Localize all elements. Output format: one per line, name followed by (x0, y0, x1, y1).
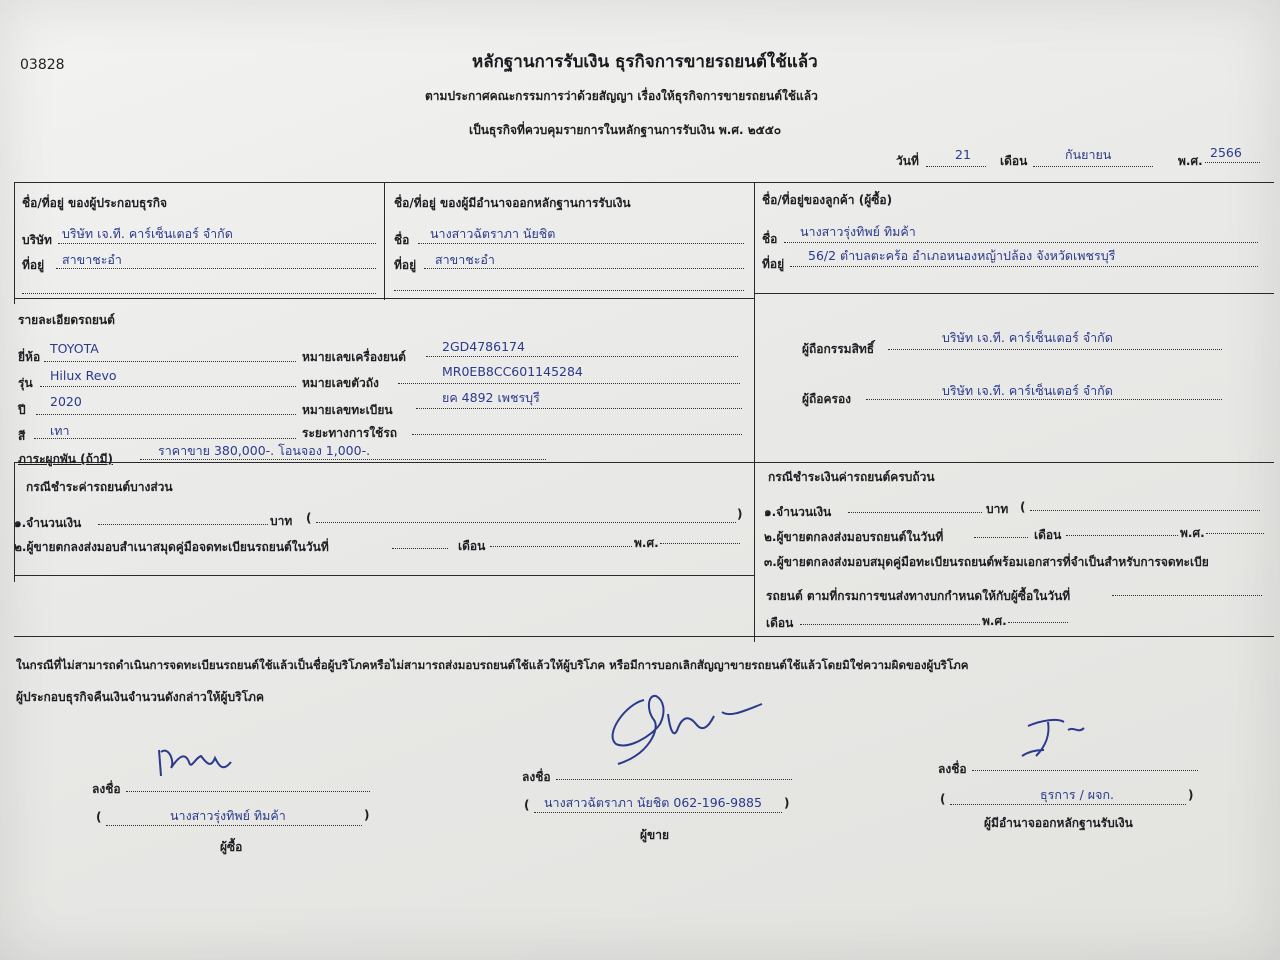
car-engine-label: หมายเลขเครื่องยนต์ (302, 350, 406, 364)
full-heading: กรณีชำระเงินค่ารถยนต์ครบถ้วน (768, 470, 935, 484)
date-year-label: พ.ศ. (1178, 154, 1203, 168)
full-document-line-2: รถยนต์ ตามที่กรมการขนส่งทางบกกำหนดให้กับผู้ซื้อในวันที่ (766, 589, 1071, 603)
possessor-value: บริษัท เจ.ที. คาร์เซ็นเตอร์ จำกัด (942, 383, 1113, 398)
car-obligation-value: ราคาขาย 380,000-. โอนจอง 1,000-. (158, 443, 371, 458)
refund-clause-2: ผู้ประกอบธุรกิจคืนเงินจำนวนดังกล่าวให้ผู้บริโภค (16, 690, 264, 704)
partial-heading: กรณีชำระค่ารถยนต์บางส่วน (26, 480, 173, 494)
issuer-address-label: ที่อยู่ (394, 258, 417, 272)
buyer-address-value: 56/2 ตำบลตะคร้อ อำเภอหนองหญ้าปล้อง จังหวัดเพชรบุรี (808, 248, 1116, 263)
car-chassis-label: หมายเลขตัวถัง (302, 376, 379, 390)
date-day-label: วันที่ (896, 154, 919, 168)
header-line-3: เป็นธุรกิจที่ควบคุมรายการในหลักฐานการรับเงิน พ.ศ. ๒๕๕๐ (469, 123, 782, 137)
issuer-heading: ชื่อ/ที่อยู่ ของผู้มีอำนาจออกหลักฐานการรับเงิน (394, 196, 631, 210)
car-mileage-label: ระยะทางการใช้รถ (302, 426, 398, 440)
full-document-line: ๓.ผู้ขายตกลงส่งมอบสมุดคู่มือทะเบียนรถยนต์พร้อมเอกสารที่จำเป็นสำหรับการจดทะเบีย (764, 555, 1209, 569)
issuer-close-paren: ) (1188, 788, 1194, 802)
seller-signature (596, 684, 776, 774)
full-document-month-label: เดือน (766, 616, 794, 630)
document-number: 03828 (20, 57, 65, 73)
buyer-address-label: ที่อยู่ (762, 257, 785, 271)
seller-sign-label: ลงชื่อ (522, 770, 551, 784)
date-month-value: กันยายน (1065, 147, 1112, 162)
full-baht-label: บาท (986, 502, 1009, 516)
buyer-role: ผู้ซื้อ (220, 840, 243, 854)
buyer-close-paren: ) (364, 808, 370, 822)
owner-label: ผู้ถือกรรมสิทธิ์ (802, 342, 875, 356)
issuer-role: ผู้มีอำนาจออกหลักฐานรับเงิน (984, 816, 1133, 830)
issuer-address-value: สาขาชะอำ (435, 252, 495, 267)
partial-year-label: พ.ศ. (634, 536, 659, 550)
car-plate-label: หมายเลขทะเบียน (302, 403, 393, 417)
operator-company-value: บริษัท เจ.ที. คาร์เซ็นเตอร์ จำกัด (62, 226, 233, 241)
seller-open-paren: ( (524, 798, 530, 812)
full-delivery-label: ๒.ผู้ขายตกลงส่งมอบรถยนต์ในวันที่ (764, 530, 944, 544)
seller-printed-name: นางสาวฉัตราภา นัยชิต 062-196-9885 (544, 795, 762, 810)
car-chassis-value: MR0EB8CC601145284 (442, 364, 583, 379)
partial-month-label: เดือน (458, 539, 486, 553)
car-brand-value: TOYOTA (50, 341, 99, 356)
full-year-label: พ.ศ. (1180, 526, 1205, 540)
car-year-label: ปี (18, 403, 26, 417)
table-top-border (14, 182, 1274, 183)
car-model-value: Hilux Revo (50, 368, 117, 383)
car-heading: รายละเอียดรถยนต์ (18, 313, 115, 327)
date-day-value: 21 (955, 147, 971, 162)
operator-address-value: สาขาชะอำ (62, 252, 122, 267)
partial-amount-label: ๑.จำนวนเงิน (14, 516, 82, 530)
buyer-heading: ชื่อ/ที่อยู่ของลูกค้า (ผู้ซื้อ) (762, 193, 893, 207)
car-model-label: รุ่น (18, 376, 33, 390)
partial-delivery-label: ๒.ผู้ขายตกลงส่งมอบสำเนาสมุดคู่มือจดทะเบียนรถยนต์ในวันที่ (14, 540, 329, 554)
possessor-label: ผู้ถือครอง (802, 392, 852, 406)
car-obligation-label: ภาระผูกพัน (ถ้ามี) (18, 452, 114, 466)
car-color-label: สี (18, 429, 26, 443)
issuer-printed-name: ธุรการ / ผจก. (1040, 787, 1114, 802)
operator-company-label: บริษัท (22, 233, 52, 247)
partial-baht-label: บาท (270, 514, 293, 528)
document-title: หลักฐานการรับเงิน ธุรกิจการขายรถยนต์ใช้แล้ว (472, 52, 818, 72)
issuer-name-label: ชื่อ (394, 233, 410, 247)
issuer-sign-label: ลงชื่อ (938, 762, 967, 776)
full-month-label: เดือน (1034, 528, 1062, 542)
header-line-2: ตามประกาศคณะกรรมการว่าด้วยสัญญา เรื่องให้ธุรกิจการขายรถยนต์ใช้แล้ว (425, 89, 818, 103)
date-year-value: 2566 (1210, 145, 1242, 160)
buyer-printed-name: นางสาวรุ่งทิพย์ ทิมค้า (170, 808, 286, 823)
buyer-open-paren: ( (96, 810, 102, 824)
buyer-name-label: ชื่อ (762, 232, 778, 246)
seller-role: ผู้ขาย (640, 828, 670, 842)
operator-address-label: ที่อยู่ (22, 258, 45, 272)
full-document-year-label: พ.ศ. (982, 614, 1007, 628)
partial-close-paren: ) (737, 507, 743, 521)
buyer-sign-label: ลงชื่อ (92, 782, 121, 796)
operator-heading: ชื่อ/ที่อยู่ ของผู้ประกอบธุรกิจ (22, 196, 168, 210)
car-engine-value: 2GD4786174 (442, 339, 525, 354)
buyer-name-value: นางสาวรุ่งทิพย์ ทิมค้า (800, 224, 916, 239)
issuer-open-paren: ( (940, 792, 946, 806)
full-amount-label: ๑.จำนวนเงิน (764, 505, 832, 519)
car-color-value: เทา (50, 423, 70, 438)
seller-close-paren: ) (784, 796, 790, 810)
car-year-value: 2020 (50, 394, 82, 409)
owner-value: บริษัท เจ.ที. คาร์เซ็นเตอร์ จำกัด (942, 330, 1113, 345)
car-brand-label: ยี่ห้อ (18, 350, 41, 364)
issuer-name-value: นางสาวฉัตราภา นัยชิต (430, 226, 556, 241)
full-open-paren: ( (1020, 500, 1026, 514)
partial-open-paren: ( (306, 511, 312, 525)
buyer-signature (155, 742, 245, 782)
date-month-label: เดือน (1000, 154, 1028, 168)
refund-clause: ในกรณีที่ไม่สามารถดำเนินการจดทะเบียนรถยนต์ใช้แล้วเป็นชื่อผู้บริโภคหรือไม่สามารถส่งมอบรถยนต์ใช้แล้วให้ผู้บริโภค หรือมีการบอกเลิกสัญญาขายรถยนต์ใช้แล้วโดยมิใช่ความผิดของผู้บริโภค (16, 658, 969, 672)
issuer-signature (1018, 716, 1108, 762)
car-plate-value: ยค 4892 เพชรบุรี (442, 390, 540, 405)
